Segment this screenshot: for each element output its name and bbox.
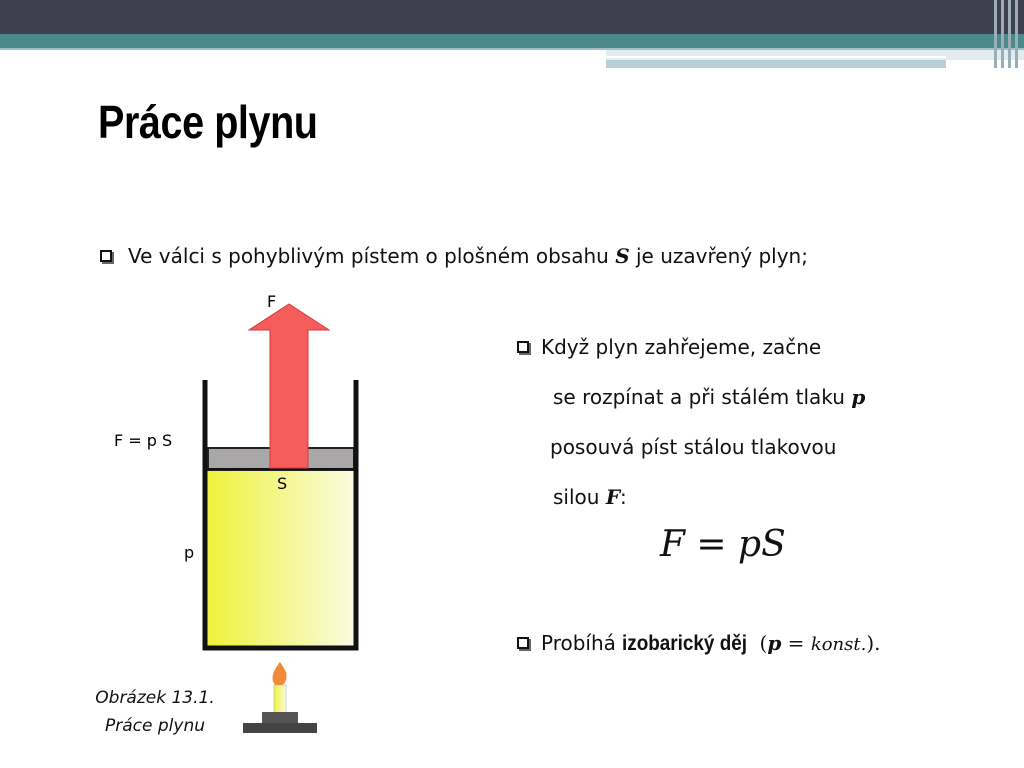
bullet-item-1 [100, 241, 808, 271]
symbol-f: F [605, 485, 621, 509]
figure-caption [80, 684, 230, 740]
bullet-item-2 [517, 322, 865, 522]
header-vertical-line [1001, 0, 1004, 68]
paren-close: ). [866, 631, 881, 655]
emphasis-izobaricky-dej: izobarický děj [622, 632, 748, 655]
label-p: p [184, 543, 195, 562]
konst-text: konst. [810, 634, 867, 655]
caption-line-1: Obrázek 13.1. [95, 688, 215, 708]
bullet-text: posouvá píst stálou tlakovou [550, 435, 837, 459]
label-f: F [267, 292, 277, 311]
caption-line-2: Práce plynu [105, 716, 205, 736]
bullet-item-3 [517, 628, 881, 660]
checkbox-bullet-icon [100, 250, 112, 262]
piston-cylinder-figure [100, 290, 360, 740]
equals-sign: = [781, 631, 811, 655]
symbol-p: p [851, 385, 866, 409]
force-arrow [249, 304, 329, 468]
header-vertical-line [1008, 0, 1011, 68]
symbol-p: p [767, 631, 782, 655]
header-vertical-line [1015, 0, 1018, 68]
gas-volume [206, 468, 354, 646]
header-vertical-line [994, 0, 997, 68]
bullet-text: silou [553, 485, 606, 509]
header-accent-light [606, 50, 1024, 60]
label-s: S [277, 474, 288, 493]
burner-flame-icon [243, 662, 317, 733]
bullet-text: Probíhá [541, 631, 623, 655]
checkbox-bullet-icon [517, 341, 529, 353]
header-teal-bar [0, 34, 1024, 48]
bullet-text: : [620, 485, 627, 509]
checkbox-bullet-icon [517, 637, 529, 649]
bullet-text: se rozpínat a při stálém tlaku [553, 385, 852, 409]
bullet-text: Ve válci s pohyblivým pístem o plošném obsahu [128, 244, 616, 268]
formula-f-equals-ps: F = pS [660, 524, 786, 565]
symbol-s: S [615, 244, 630, 268]
slide-title: Práce plynu [98, 96, 318, 148]
header-dark-bar [0, 0, 1024, 34]
paren-open: ( [753, 631, 768, 655]
header-accent-blue [606, 60, 946, 68]
header-accent-white [606, 56, 946, 58]
label-force-formula: F = p S [114, 431, 173, 450]
bullet-text: je uzavřený plyn; [629, 244, 808, 268]
bullet-text: Když plyn zahřejeme, začne [541, 335, 822, 359]
